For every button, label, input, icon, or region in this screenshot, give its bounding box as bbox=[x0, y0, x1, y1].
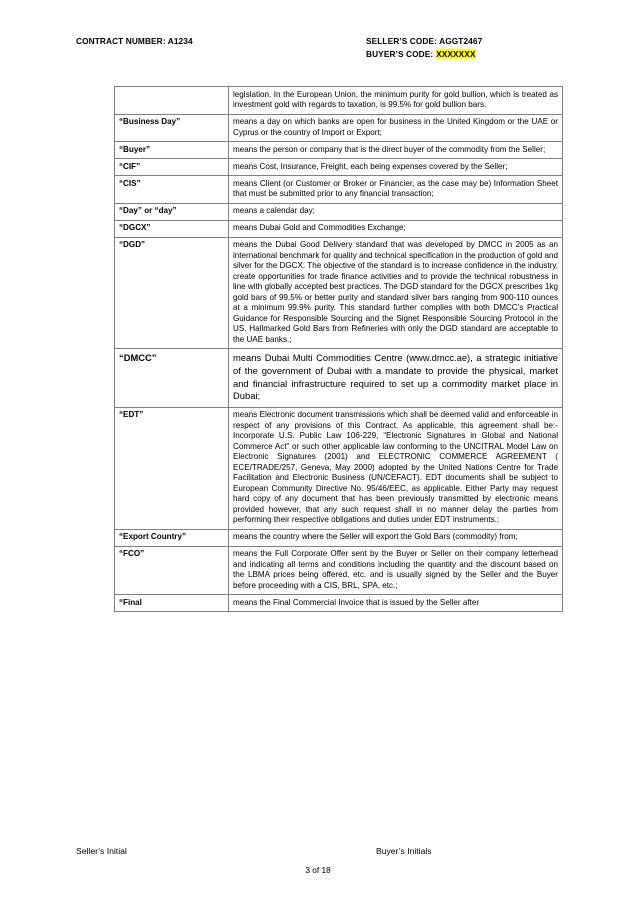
definition-term: “Export Country” bbox=[115, 529, 229, 546]
definition-term: “Business Day” bbox=[115, 114, 229, 142]
definition-text: means the person or company that is the direct buyer of the commodity from the Seller; bbox=[229, 142, 563, 159]
table-row bbox=[115, 595, 563, 612]
page-footer bbox=[76, 846, 566, 856]
definition-text: means Dubai Gold and Commodities Exchange; bbox=[229, 220, 563, 237]
table-row bbox=[115, 407, 563, 529]
definition-term: “EDT” bbox=[115, 407, 229, 529]
definition-term: “FCO” bbox=[115, 546, 229, 595]
definition-text: means Client (or Customer or Broker or Financier, as the case may be) Information Sheet that must be submitted prior to any financial transaction; bbox=[229, 176, 563, 204]
definition-text: means Electronic document transmissions which shall be deemed valid and enforceable in respect of any provisions of this Contract. As applicable, this agreement shall be:- Incorporate U.S. Public Law 106-229, “Electronic Signatures in Global and National Commerce Act” or such other applicable law conforming to the UNCITRAL Model Law on Electronic Signatures (2001) and ELECTRONIC COMMERCE AGREEMENT ( ECE/TRADE/257, Geneva, May 2000) adopted by the United Nations Centre for Trade Facilitation and Electronic Business (UN/CEFACT). EDT documents shall be subject to European Community Directive No. 95/46/EEC, as applicable. Either Party may request hard copy of any document that has been previously transmitted by electronic means provided however, that any such request shall in no manner delay the parties from performing their respective obligations and duties under EDT instruments.; bbox=[229, 407, 563, 529]
table-row bbox=[115, 220, 563, 237]
buyers-code bbox=[366, 49, 566, 59]
definition-text: legislation. In the European Union, the minimum purity for gold bullion, which is treated as investment gold with regards to taxation, is 99.5% for gold bullion bars. bbox=[229, 87, 563, 115]
contract-number: CONTRACT NUMBER: A1234 bbox=[76, 36, 193, 46]
definition-term: “Final bbox=[115, 595, 229, 612]
table-row bbox=[115, 87, 563, 115]
table-row bbox=[115, 529, 563, 546]
definition-text: means Dubai Multi Commodities Centre (www.dmcc.ae), a strategic initiative of the government of Dubai with a mandate to provide the physical, market and financial infrastructure required to set up a commodity market place in Dubai; bbox=[229, 349, 563, 407]
page-header bbox=[76, 36, 566, 59]
definition-term bbox=[115, 87, 229, 115]
table-row bbox=[115, 142, 563, 159]
table-row bbox=[115, 114, 563, 142]
definition-text: means the Final Commercial Invoice that is issued by the Seller after bbox=[229, 595, 563, 612]
table-row bbox=[115, 203, 563, 220]
definition-term: “Day” or “day” bbox=[115, 203, 229, 220]
definition-term: “DGD” bbox=[115, 237, 229, 349]
definition-text: means a calendar day; bbox=[229, 203, 563, 220]
footer-initials-row bbox=[76, 846, 566, 856]
page-number: 3 of 18 bbox=[305, 865, 331, 875]
header-top-row bbox=[76, 36, 566, 46]
definition-term: “DGCX” bbox=[115, 220, 229, 237]
definition-text: means Cost, Insurance, Freight, each being expenses covered by the Seller; bbox=[229, 159, 563, 176]
table-row bbox=[115, 546, 563, 595]
definition-term: “CIF” bbox=[115, 159, 229, 176]
table-row bbox=[115, 159, 563, 176]
definition-text: means a day on which banks are open for business in the United Kingdom or the UAE or Cyprus or the country of Import or Export; bbox=[229, 114, 563, 142]
definitions-table bbox=[114, 86, 563, 612]
buyer-initials-label: Buyer’s Initials bbox=[376, 846, 432, 856]
table-row bbox=[115, 176, 563, 204]
buyers-code-value: XXXXXXX bbox=[436, 48, 476, 59]
table-row bbox=[115, 349, 563, 407]
definition-term: “Buyer” bbox=[115, 142, 229, 159]
definition-term: “CIS” bbox=[115, 176, 229, 204]
seller-initial-label: Seller’s Initial bbox=[76, 846, 127, 856]
buyers-code-label: BUYER’S CODE: bbox=[366, 48, 434, 59]
definition-text: means the Full Corporate Offer sent by the Buyer or Seller on their company letterhead and indicating all terms and conditions including the quantity and the discount based on the LBMA prices being offered, etc. and is usually signed by the Seller and the Buyer before proceeding with a CIS, BRL, SPA, etc.; bbox=[229, 546, 563, 595]
sellers-code: SELLER’S CODE: AGGT2467 bbox=[366, 36, 483, 46]
definition-text: means the country where the Seller will export the Gold Bars (commodity) from; bbox=[229, 529, 563, 546]
definition-text: means the Dubai Good Delivery standard that was developed by DMCC in 2005 as an international benchmark for quality and technical specification in the production of gold and silver for the DGCX. The objective of the standard is to increase confidence in the industry, create opportunities for trade finance activities and to provide the technical robustness in line with globally accepted best practices. The DGD standard for the DGCX prescribes 1kg gold bars of 99.5% or better purity and standard silver bars ranging from 900-110 ounces at a minimum 99.9% purity. This standard further complies with both DMCC’s Practical Guidance for Responsible Sourcing and the Signet Responsible Sourcing Protocol in the US. Hallmarked Gold Bars from Refineries with only the DGD standard are acceptable to the UAE banks.; bbox=[229, 237, 563, 349]
table-row bbox=[115, 237, 563, 349]
definition-term: “DMCC” bbox=[115, 349, 229, 407]
definitions-table-body bbox=[115, 87, 563, 612]
header-bottom-row bbox=[76, 49, 566, 59]
